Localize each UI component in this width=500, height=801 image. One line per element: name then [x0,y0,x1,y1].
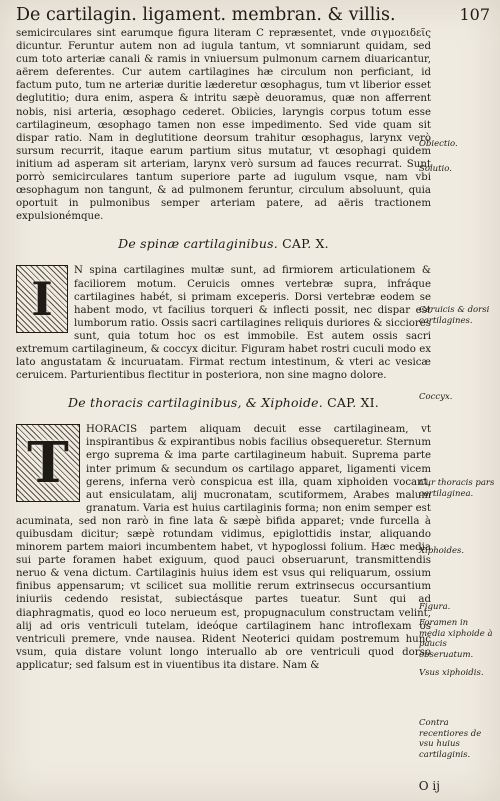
paragraph-spine-cartilages: N spina cartilagines multæ sunt, ad firmiorem articulationem & faciliorem motum. Ceruicis omnes vertebræ supra, infráque cartilagines habét, si primam exceperis. Dorsi vertebræ eodem se habent modo, vt facilius torqueri & inflecti possit, nec dispar est lumborum ratio. Ossis sacri cartilagines reliquis duriores & sicciores sunt, quia totum hoc os est immobile. Est autem ossis sacri extremum cartilagineum, & coccyx dicitur. Figuram habet rostri cuculi modo ex lato angustatam & incuruatam. Firmat rectum intestinum, & vteri ac vesicæ ceruicem. Parturientibus flectitur in posteriora, non sine magno dolore. [16,265,431,382]
running-title: De cartilagin. ligament. membran. & villis. [16,5,396,25]
margin-note: Contra recentiores de vsu huius cartilaginis. [419,718,482,760]
margin-note: Vsus xiphoidis. [419,668,484,678]
chapter-number: CAP. X. [282,236,329,252]
chapter-title: De spinæ cartilaginibus. [118,236,278,252]
margin-note: Obiectio. [419,139,458,149]
margin-note: Foramen in media xiphoide à paucis obseruatum. [419,618,493,660]
chapter-heading-x [16,236,431,252]
margin-note: Coccyx. [419,392,453,402]
chapter-heading-xi [16,395,431,411]
initial-letter: T [27,429,69,496]
decorated-initial [16,424,80,502]
margin-note: Ceruicis & dorsi cartilagines. [419,305,490,326]
margin-note: Cur thoracis pars cartilaginea. [419,478,495,499]
margin-note: Figura. [419,602,451,612]
initial-letter: I [31,271,53,326]
chapter-number: CAP. XI. [327,395,379,411]
margin-note: Xiphoides. [419,546,465,556]
page-number: 107 [459,5,490,24]
section-spine [16,264,431,382]
paragraph-thorax-cartilages: HORACIS partem aliquam decuit esse cartilagineam, vt inspirantibus & expirantibus nobis facilius obsequeretur. Sternum ergo suprema & ima parte cartilagineum habuit. Suprema parte inter primum & secundum os cartilago apparet, ligamenti vicem gerens, inferna verò conspicua est illa, quam xiphoiden vocant, aut ensiculatam, alij mucronatam, scutiformem, Arabes malum granatum. Varia est huius cartilaginis forma; non enim semper est acuminata, sed non rarò in fine lata & sæpè bifida apparet; vnde furcella à quibusdam dicitur; sæpè rotundam vidimus, epiglottidis instar, aliquando minorem partem maiori incumbentem habet, vt hypoglossi folium. Hæc media sui parte foramen habet exiguum, quod pauci obseruarunt, transmittendis neruo & vena dictum. Cartilaginis huius idem est vsus qui reliquarum, ossium finibus appensarum; vt scilicet sua mollitie rerum extrinsecus occursantium iniuriis cedendo resistat, subiectásque partes tueatur. Sunt qui ad diaphragmatis, quod eo loco nerueum est, propugnaculum constructam velint, alij ad oris ventriculi tutelam, ideóque cartilaginem hanc introflexam os ventriculi premere, vnde nausea. Rident Neoterici quidam postremum hunc vsum, quia distare volunt longo interuallo ab ore ventriculi quod dorso applicatur; sed falsum est in viuentibus ita distare. Nam & [16,424,431,671]
decorated-initial [16,265,68,333]
paragraph-tracheal-cartilages: semicirculares sint earumque figura literam C repræsentet, vnde σιγμοειδεῖς dicuntur. Feruntur autem non ad iugula tantum, vt somniarunt quidam, sed cum toto arteriæ canali & ramis in vniuersum pulmonum carnem diuaricantur, aërem deferentes. Cur autem cartilagines hæ circulum non perficiant, id factum puto, tum ne arteriæ duritie læderetur œsophagus, tum vt liberior esset deglutitio; dura enim, aspera & intritu sæpè deuoramus, quæ non afferrent nobis, nisi arteria, œsophago cederet. Obiicies, laryngis corpus totum esse cartilagineum, œsophago tamen non esse impedimento. Sed vide quam sit dispar ratio. Nam in deglutitione deorsum trahitur œsophagus, larynx verò sursum recurrit, itaque earum partium situs mutatur, vt œsophagi quidem initium ad asperam sit arteriam, larynx verò sursum ad fauces recurrat. Sunt porrò semicirculares tantum superiore parte ad iugulum vsque, nam vbi œsophagum non tangunt, & ad pulmonem feruntur, circulum absoluunt, quia oportuit in pulmonibus semper arteriam patere, ad aëris tractionem expulsionémque. [16,28,431,223]
running-header [16,4,492,26]
catchword: O ij [418,779,440,793]
margin-note: Solutio. [419,164,452,174]
main-text-column [16,27,431,672]
chapter-title: De thoracis cartilaginibus, & Xiphoide. [68,395,323,411]
section-thorax [16,423,431,672]
